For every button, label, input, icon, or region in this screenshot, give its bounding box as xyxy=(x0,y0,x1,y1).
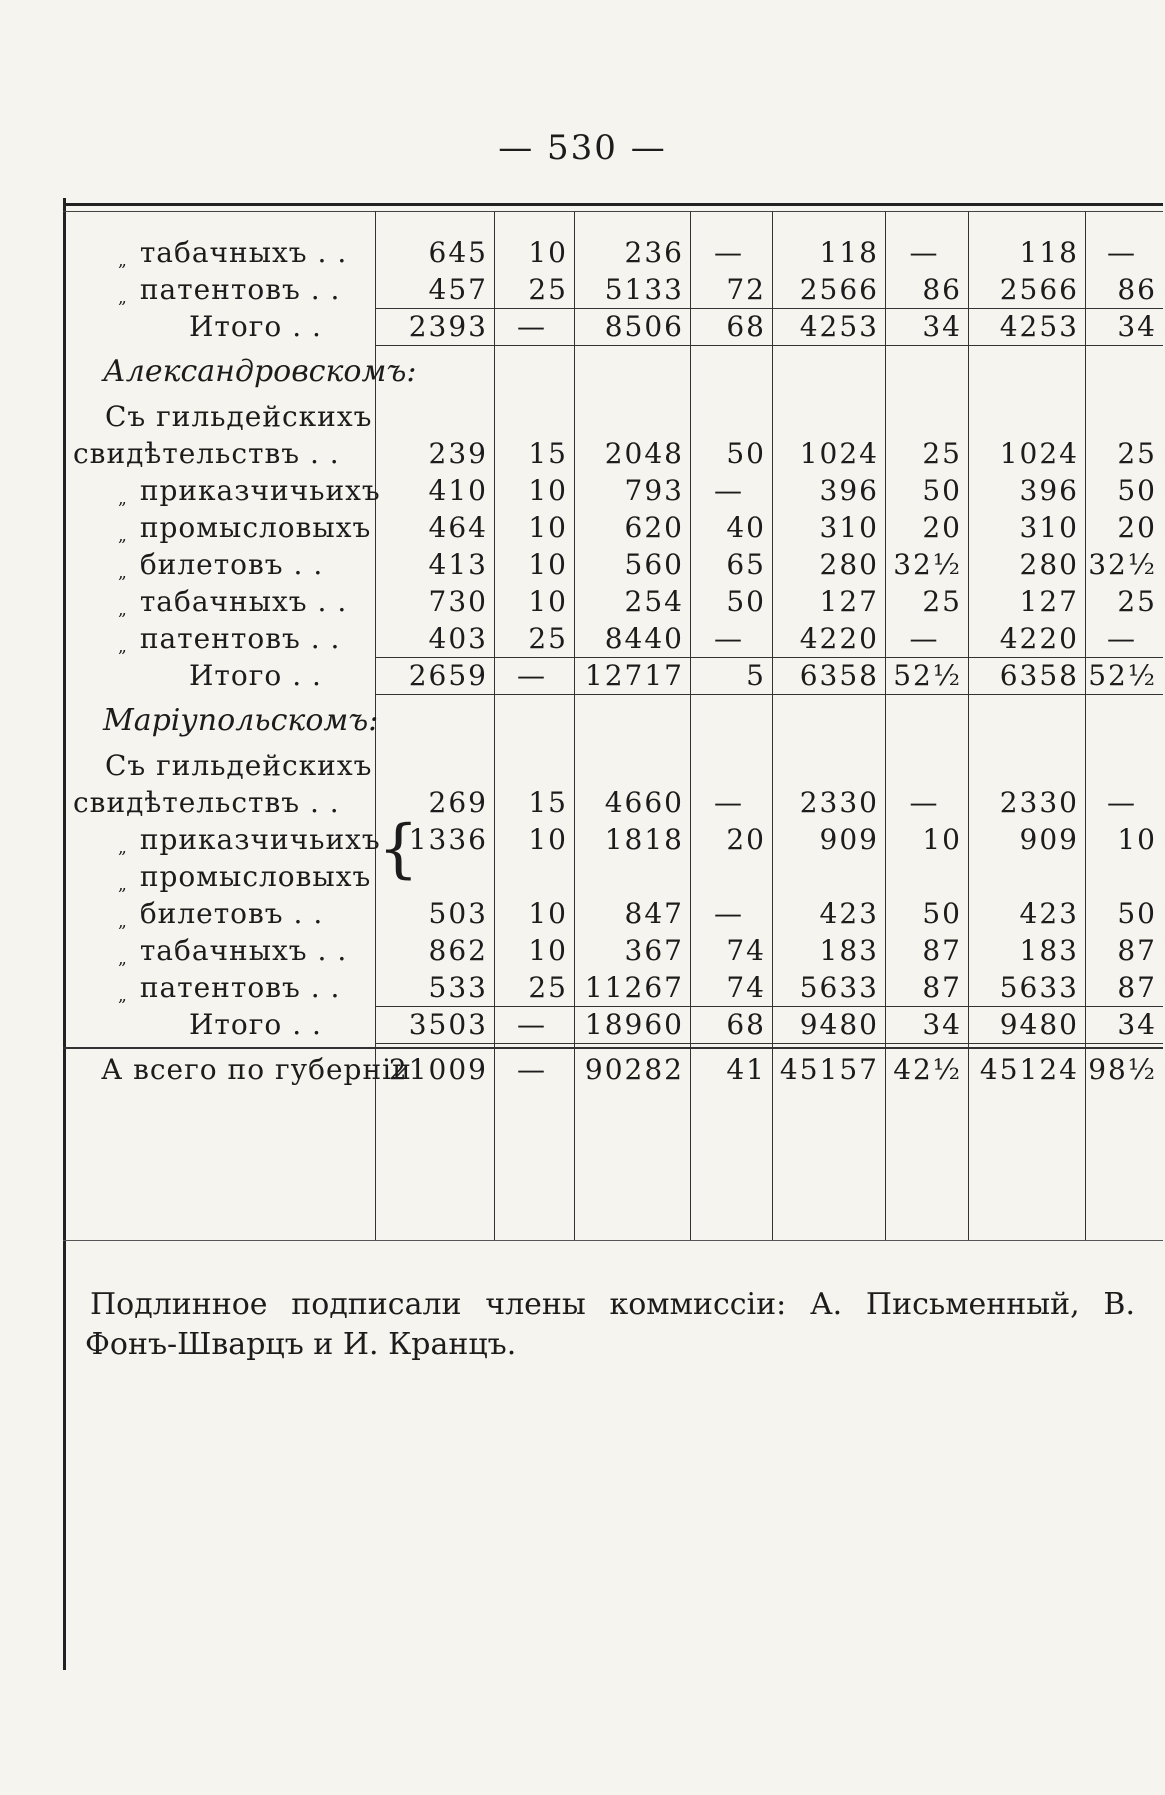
value-cell: 86 xyxy=(922,273,962,306)
row-label-text: промысловыхъ xyxy=(139,860,372,893)
table-row xyxy=(63,236,1163,270)
value-cell: 254 xyxy=(624,585,684,618)
value-cell: 862 xyxy=(428,934,488,967)
district-heading: Александровскомъ: xyxy=(103,354,417,389)
value-cell: 2393 xyxy=(408,310,488,343)
table-row xyxy=(63,971,1163,1005)
signatures-line-2: Фонъ-Шварцъ и И. Кранцъ. xyxy=(85,1327,517,1362)
value-cell: 280 xyxy=(1019,548,1079,581)
value-cell: 87 xyxy=(922,971,962,1004)
table-row xyxy=(63,897,1163,931)
value-cell: 367 xyxy=(624,934,684,967)
value-cell: 8440 xyxy=(604,622,684,655)
value-cell: 423 xyxy=(819,897,879,930)
value-cell: 423 xyxy=(1019,897,1079,930)
total-underline xyxy=(375,1043,1163,1044)
value-cell: 2048 xyxy=(604,437,684,470)
ditto-mark: „ xyxy=(118,251,128,271)
value-cell: 34 xyxy=(922,1008,962,1041)
value-cell: 25 xyxy=(528,971,568,1004)
grand-total-rule xyxy=(63,1047,1163,1049)
value-cell: 18960 xyxy=(584,1008,684,1041)
row-label xyxy=(105,400,372,434)
value-cell: 118 xyxy=(1019,236,1079,269)
value-cell: 52½ xyxy=(1088,659,1157,692)
ditto-mark: „ xyxy=(118,563,128,583)
table-row xyxy=(63,310,1163,344)
row-label xyxy=(118,823,381,857)
value-cell: 396 xyxy=(1019,474,1079,507)
row-label-text: Итого . . xyxy=(189,1008,322,1041)
value-cell: 560 xyxy=(624,548,684,581)
value-cell: 25 xyxy=(528,273,568,306)
signature-word: А. xyxy=(809,1287,843,1322)
grand-total-cell: 45157 xyxy=(779,1053,879,1086)
table-row xyxy=(63,786,1163,820)
table-row xyxy=(63,400,1163,434)
signature-word: члены xyxy=(485,1287,586,1322)
ditto-mark: „ xyxy=(118,489,128,509)
value-cell: 396 xyxy=(819,474,879,507)
signature-word: В. xyxy=(1103,1287,1135,1322)
value-cell: 909 xyxy=(1019,823,1079,856)
value-cell: 793 xyxy=(624,474,684,507)
value-cell: 50 xyxy=(922,897,962,930)
value-cell: 909 xyxy=(819,823,879,856)
value-cell: 6358 xyxy=(799,659,879,692)
grand-total-cell: 90282 xyxy=(584,1053,684,1086)
row-label xyxy=(118,236,347,270)
row-label xyxy=(73,437,340,471)
row-label xyxy=(118,971,340,1005)
row-label xyxy=(189,659,322,693)
value-cell: 40 xyxy=(726,511,766,544)
value-cell: — xyxy=(714,474,742,507)
page-number: — 530 — xyxy=(498,128,667,168)
table-row xyxy=(63,548,1163,582)
value-cell: 9480 xyxy=(999,1008,1079,1041)
value-cell: 1024 xyxy=(999,437,1079,470)
row-label-text: патентовъ . . xyxy=(139,273,341,306)
grand-total-cell: 98½ xyxy=(1088,1053,1157,1086)
value-cell: 3503 xyxy=(408,1008,488,1041)
value-cell: 72 xyxy=(726,273,766,306)
value-cell: 2566 xyxy=(799,273,879,306)
value-cell: 87 xyxy=(1117,934,1157,967)
value-cell: 10 xyxy=(528,511,568,544)
value-cell: 5633 xyxy=(799,971,879,1004)
value-cell: 10 xyxy=(528,548,568,581)
ditto-mark: „ xyxy=(118,288,128,308)
value-cell: 5633 xyxy=(999,971,1079,1004)
signature-word: подписали xyxy=(291,1287,462,1322)
value-cell: 8506 xyxy=(604,310,684,343)
grand-total-cell: — xyxy=(517,1053,545,1086)
ditto-mark: „ xyxy=(118,949,128,969)
value-cell: 34 xyxy=(922,310,962,343)
table-row xyxy=(63,511,1163,545)
value-cell: 25 xyxy=(922,437,962,470)
value-cell: 68 xyxy=(726,310,766,343)
value-cell: — xyxy=(714,622,742,655)
row-label xyxy=(189,310,322,344)
value-cell: 50 xyxy=(1117,474,1157,507)
value-cell: 32½ xyxy=(1088,548,1157,581)
value-cell: — xyxy=(1107,786,1135,819)
value-cell: 310 xyxy=(1019,511,1079,544)
district-heading-row xyxy=(63,355,1163,389)
value-cell: 25 xyxy=(922,585,962,618)
value-cell: — xyxy=(517,1008,545,1041)
ditto-mark: „ xyxy=(118,986,128,1006)
row-label-text: табачныхъ . . xyxy=(139,934,348,967)
value-cell: — xyxy=(909,622,938,655)
row-label-text: свидѣтельствъ . . xyxy=(73,786,340,819)
row-label xyxy=(118,273,340,307)
row-label-text: билетовъ . . xyxy=(139,548,324,581)
value-cell: — xyxy=(909,236,938,269)
value-cell: 4253 xyxy=(799,310,879,343)
value-cell: 10 xyxy=(528,236,568,269)
value-cell: 310 xyxy=(819,511,879,544)
signatures-line-1 xyxy=(90,1285,1135,1325)
value-cell: 1024 xyxy=(799,437,879,470)
value-cell: 127 xyxy=(819,585,879,618)
ditto-mark: „ xyxy=(118,526,128,546)
value-cell: 269 xyxy=(428,786,488,819)
value-cell: 2330 xyxy=(799,786,879,819)
row-label xyxy=(105,749,372,783)
value-cell: 25 xyxy=(1117,437,1157,470)
value-cell: 2330 xyxy=(999,786,1079,819)
row-label xyxy=(189,1008,322,1042)
row-label-text: приказчичьихъ xyxy=(139,474,381,507)
value-cell: 464 xyxy=(428,511,488,544)
table-row xyxy=(63,1008,1163,1042)
value-cell: 25 xyxy=(1117,585,1157,618)
value-cell: 6358 xyxy=(999,659,1079,692)
value-cell: 11267 xyxy=(584,971,684,1004)
table-row xyxy=(63,749,1163,783)
row-label xyxy=(118,548,323,582)
value-cell: 10 xyxy=(528,897,568,930)
table-row xyxy=(63,659,1163,693)
value-cell: 65 xyxy=(726,548,766,581)
ditto-mark: „ xyxy=(118,838,128,858)
value-cell: 5133 xyxy=(604,273,684,306)
value-cell: — xyxy=(714,897,742,930)
signature-word: Письменный, xyxy=(865,1287,1080,1322)
grand-total-cell: 21009 xyxy=(388,1053,488,1086)
value-cell: 20 xyxy=(1117,511,1157,544)
table-bottom-rule xyxy=(63,1240,1163,1241)
value-cell: 410 xyxy=(428,474,488,507)
ditto-mark: „ xyxy=(118,600,128,620)
row-label-text: билетовъ . . xyxy=(139,897,324,930)
value-cell: 4660 xyxy=(604,786,684,819)
value-cell: 10 xyxy=(1117,823,1157,856)
value-cell: 4253 xyxy=(999,310,1079,343)
table-row xyxy=(63,273,1163,307)
table-row xyxy=(63,585,1163,619)
row-label-text: Итого . . xyxy=(189,659,322,692)
value-cell: 10 xyxy=(528,934,568,967)
value-cell: 645 xyxy=(428,236,488,269)
value-cell: 87 xyxy=(1117,971,1157,1004)
row-label xyxy=(118,860,371,894)
row-label xyxy=(118,511,371,545)
value-cell: 413 xyxy=(428,548,488,581)
row-label-text: Съ гильдейскихъ xyxy=(105,400,373,433)
value-cell: — xyxy=(517,310,545,343)
value-cell: — xyxy=(714,786,742,819)
ditto-mark: „ xyxy=(118,637,128,657)
value-cell: 32½ xyxy=(893,548,962,581)
value-cell: 236 xyxy=(624,236,684,269)
value-cell: 12717 xyxy=(584,659,684,692)
value-cell: 127 xyxy=(1019,585,1079,618)
value-cell: 620 xyxy=(624,511,684,544)
value-cell: 20 xyxy=(726,823,766,856)
value-cell: — xyxy=(714,236,742,269)
value-cell: 74 xyxy=(726,971,766,1004)
value-cell: 10 xyxy=(922,823,962,856)
signatures-note xyxy=(85,1285,1135,1365)
value-cell: 86 xyxy=(1117,273,1157,306)
signature-word: коммиссіи: xyxy=(609,1287,787,1322)
value-cell: — xyxy=(909,786,938,819)
value-cell: 87 xyxy=(922,934,962,967)
table-row xyxy=(63,860,1163,894)
row-label xyxy=(118,585,347,619)
row-label-text: приказчичьихъ xyxy=(139,823,381,856)
value-cell: 10 xyxy=(528,474,568,507)
grand-total-cell: 41 xyxy=(726,1053,766,1086)
value-cell: 50 xyxy=(726,437,766,470)
row-label-text: табачныхъ . . xyxy=(139,585,348,618)
value-cell: 74 xyxy=(726,934,766,967)
row-label-text: табачныхъ . . xyxy=(139,236,348,269)
row-label xyxy=(118,934,347,968)
row-label xyxy=(118,622,340,656)
value-cell: 730 xyxy=(428,585,488,618)
table-row xyxy=(63,622,1163,656)
brace-glyph: { xyxy=(378,812,419,886)
value-cell: 4220 xyxy=(799,622,879,655)
signature-word: Подлинное xyxy=(90,1287,268,1322)
total-overline xyxy=(375,657,1163,658)
value-cell: 50 xyxy=(1117,897,1157,930)
row-label xyxy=(118,474,381,508)
value-cell: 34 xyxy=(1117,310,1157,343)
value-cell: 183 xyxy=(1019,934,1079,967)
value-cell: 183 xyxy=(819,934,879,967)
row-label-text: свидѣтельствъ . . xyxy=(73,437,340,470)
value-cell: 15 xyxy=(528,437,568,470)
row-label-text: патентовъ . . xyxy=(139,622,341,655)
value-cell: 280 xyxy=(819,548,879,581)
total-underline xyxy=(375,345,1163,346)
value-cell: 10 xyxy=(528,823,568,856)
total-underline xyxy=(375,694,1163,695)
value-cell: 1336 xyxy=(408,823,488,856)
value-cell: 5 xyxy=(746,659,766,692)
total-overline xyxy=(375,1006,1163,1007)
value-cell: 4220 xyxy=(999,622,1079,655)
row-label-text: Итого . . xyxy=(189,310,322,343)
grand-total-cell: 45124 xyxy=(979,1053,1079,1086)
value-cell: 50 xyxy=(726,585,766,618)
ditto-mark: „ xyxy=(118,912,128,932)
value-cell: 118 xyxy=(819,236,879,269)
row-label xyxy=(73,786,340,820)
value-cell: — xyxy=(1107,622,1135,655)
grand-total-cell: 42½ xyxy=(893,1053,962,1086)
total-overline xyxy=(375,308,1163,309)
top-rule-thin xyxy=(63,211,1163,212)
row-label-text: патентовъ . . xyxy=(139,971,341,1004)
district-heading: Маріупольскомъ: xyxy=(103,703,379,738)
row-label xyxy=(118,897,323,931)
value-cell: 10 xyxy=(528,585,568,618)
value-cell: 2659 xyxy=(408,659,488,692)
value-cell: 533 xyxy=(428,971,488,1004)
value-cell: 68 xyxy=(726,1008,766,1041)
value-cell: 847 xyxy=(624,897,684,930)
grand-total-row xyxy=(63,1053,1163,1087)
value-cell: 2566 xyxy=(999,273,1079,306)
value-cell: 15 xyxy=(528,786,568,819)
ditto-mark: „ xyxy=(118,875,128,895)
value-cell: 34 xyxy=(1117,1008,1157,1041)
table-row xyxy=(63,474,1163,508)
grand-total-label: А всего по губерніи xyxy=(101,1053,412,1086)
value-cell: 9480 xyxy=(799,1008,879,1041)
value-cell: — xyxy=(517,659,545,692)
top-rule xyxy=(63,203,1163,206)
value-cell: 503 xyxy=(428,897,488,930)
value-cell: 403 xyxy=(428,622,488,655)
value-cell: 25 xyxy=(528,622,568,655)
row-label-text: промысловыхъ xyxy=(139,511,372,544)
value-cell: 457 xyxy=(428,273,488,306)
table-row xyxy=(63,437,1163,471)
value-cell: 50 xyxy=(922,474,962,507)
value-cell: 239 xyxy=(428,437,488,470)
district-heading-row xyxy=(63,704,1163,738)
value-cell: 52½ xyxy=(893,659,962,692)
value-cell: — xyxy=(1107,236,1135,269)
value-cell: 1818 xyxy=(604,823,684,856)
row-label-text: Съ гильдейскихъ xyxy=(105,749,373,782)
value-cell: 20 xyxy=(922,511,962,544)
table-row xyxy=(63,934,1163,968)
